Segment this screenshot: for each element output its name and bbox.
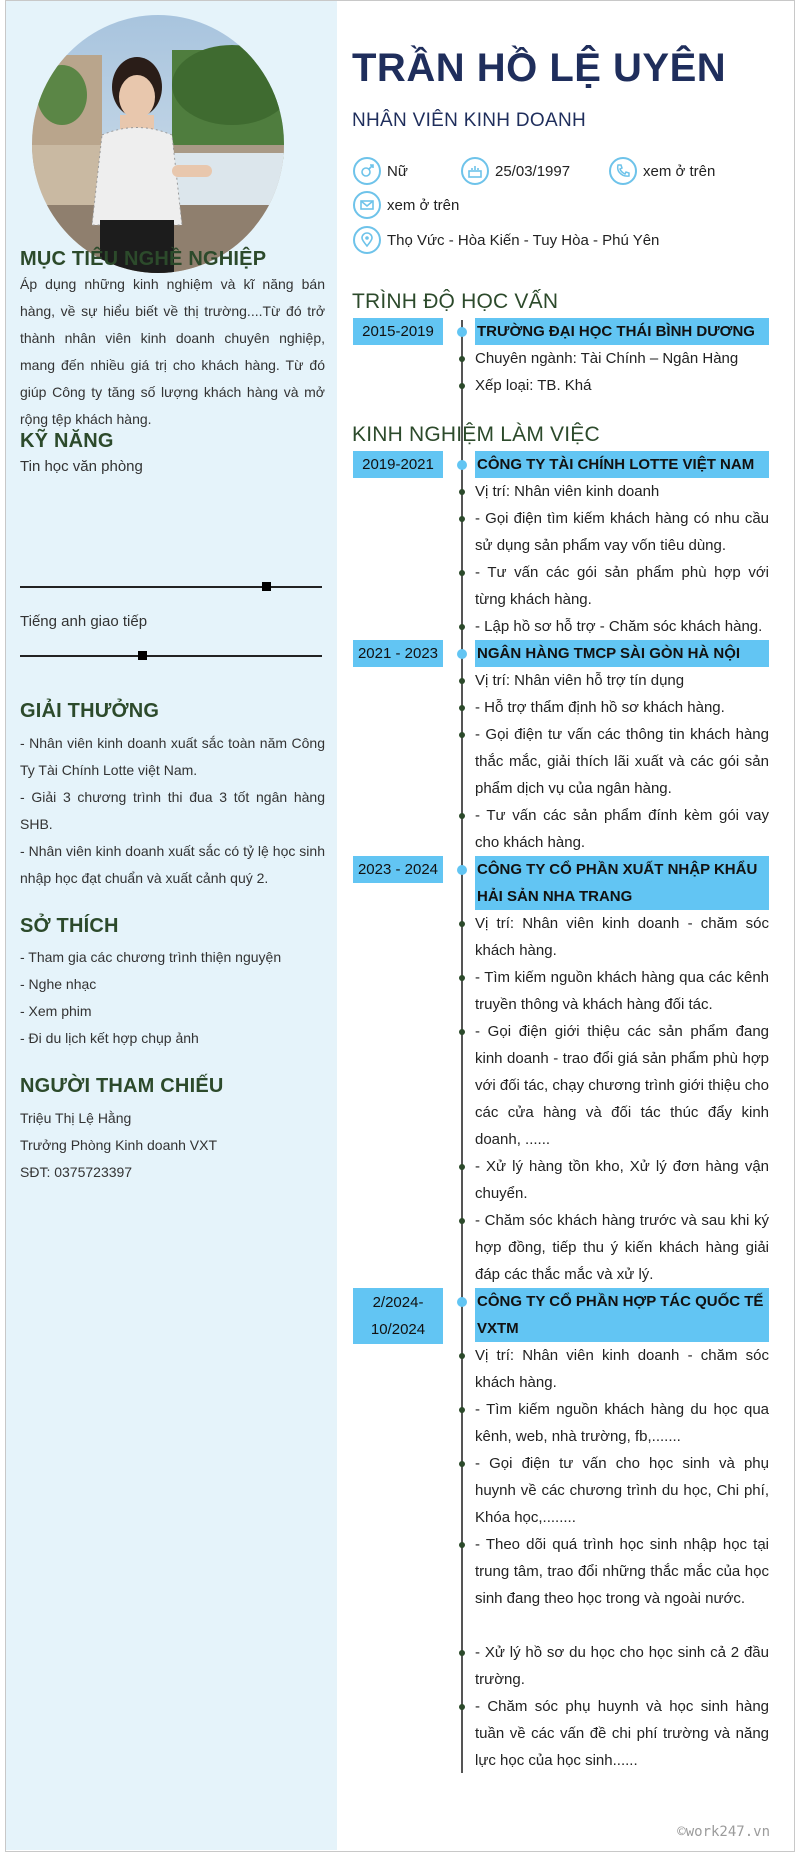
skill-bar-office [20, 586, 322, 588]
skill-level-office [262, 582, 271, 591]
cake-icon [461, 157, 489, 185]
reference-position: Trưởng Phòng Kinh doanh VXT [20, 1137, 218, 1153]
address-value: Thọ Vức - Hòa Kiến - Tuy Hòa - Phú Yên [387, 231, 660, 249]
reference-phone: SĐT: 0375723397 [20, 1164, 133, 1180]
awards-title: GIẢI THƯỞNG [20, 700, 160, 722]
experience-title: KINH NGHIỆM LÀM VIỆC [352, 423, 600, 446]
full-name: TRẦN HỒ LỆ UYÊN [352, 46, 727, 90]
skill-name-english: Tiếng anh giao tiếp [20, 613, 148, 630]
job-line: - Chăm sóc khách hàng trước và sau khi ký hợp đồng, tiếp thu ý kiến khách hàng giải đáp các thắc mắc và xử lý. [475, 1212, 769, 1283]
timeline-node [457, 865, 467, 875]
timeline-bullet [459, 1542, 465, 1548]
job-title: NHÂN VIÊN KINH DOANH [352, 110, 587, 131]
timeline-bullet [459, 813, 465, 819]
job-line: - Chăm sóc phụ huynh và học sinh hàng tuần về các vấn đề chi phí trường và năng lực học của học sinh...... [475, 1698, 769, 1769]
timeline-bullet [459, 624, 465, 630]
award-item: - Nhân viên kinh doanh xuất sắc toàn năm Công Ty Tài Chính Lotte việt Nam. [20, 735, 325, 778]
email-icon [353, 191, 381, 219]
job-company: CÔNG TY CỔ PHẦN HỢP TÁC QUỐC TẾ VXTM [475, 1288, 769, 1342]
job-line: - Xử lý hàng tồn kho, Xử lý đơn hàng vận chuyển. [475, 1158, 769, 1202]
job-line: - Lập hồ sơ hỗ trợ - Chăm sóc khách hàng. [475, 618, 763, 635]
job-date: 2023 - 2024 [353, 856, 443, 883]
reference-title: NGƯỜI THAM CHIẾU [20, 1075, 224, 1097]
timeline-bullet [459, 705, 465, 711]
award-item: - Giải 3 chương trình thi đua 3 tốt ngân hàng SHB. [20, 789, 325, 832]
job-line: - Gọi điện tư vấn các thông tin khách hàng thắc mắc, giải thích lãi xuất và các gói sản phẩm dịch vụ của ngân hàng. [475, 726, 769, 797]
email-value[interactable]: xem ở trên [387, 196, 460, 214]
job-line: - Tư vấn các gói sản phẩm phù hợp với từng khách hàng. [475, 564, 769, 608]
timeline-bullet [459, 1353, 465, 1359]
job-line: - Gọi điện giới thiệu các sản phẩm đang kinh doanh - trao đổi giá sản phẩm phù hợp với đối tác, chạy chương trình giới thiệu cho các cửa hàng và đối tác thúc đẩy kinh doanh, ...... [475, 1023, 769, 1148]
job-line: Vị trí: Nhân viên kinh doanh - chăm sóc khách hàng. [475, 1347, 769, 1391]
timeline-bullet [459, 921, 465, 927]
timeline-bullet [459, 1218, 465, 1224]
gender-value: Nữ [387, 162, 408, 180]
job-line: - Tư vấn các sản phẩm đính kèm gói vay cho khách hàng. [475, 807, 769, 851]
education-title: TRÌNH ĐỘ HỌC VẤN [352, 290, 559, 313]
phone-info [609, 157, 715, 185]
timeline-bullet [459, 489, 465, 495]
education-line: Chuyên ngành: Tài Chính – Ngân Hàng [475, 350, 739, 367]
skill-bar-english [20, 655, 322, 657]
job-date: 2021 - 2023 [353, 640, 443, 667]
avatar-photo [32, 15, 284, 273]
award-item: - Nhân viên kinh doanh xuất sắc có tỷ lệ học sinh nhập học đạt chuẩn và xuất cảnh quý 2. [20, 843, 325, 886]
job-company: CÔNG TY TÀI CHÍNH LOTTE VIỆT NAM [475, 451, 769, 478]
phone-icon [609, 157, 637, 185]
job-line: - Tìm kiếm nguồn khách hàng qua các kênh truyền thông và khách hàng đối tác. [475, 969, 769, 1013]
job-date: 2/2024- 10/2024 [353, 1288, 443, 1344]
timeline-node [457, 460, 467, 470]
reference-name: Triệu Thị Lệ Hằng [20, 1110, 132, 1126]
job-line: - Tìm kiếm nguồn khách hàng du học qua kênh, web, nhà trường, fb,....... [475, 1401, 769, 1445]
timeline-bullet [459, 1650, 465, 1656]
education-date: 2015-2019 [353, 318, 443, 345]
address-info [353, 226, 659, 254]
email-info [353, 191, 459, 219]
gender-info [353, 157, 408, 185]
birthday-info [461, 157, 570, 185]
skill-level-english [138, 651, 147, 660]
hobby-item: - Nghe nhạc [20, 976, 97, 992]
timeline-bullet [459, 1704, 465, 1710]
timeline-bullet [459, 356, 465, 362]
watermark: ©work247.vn [677, 1824, 770, 1840]
job-line: - Hỗ trợ thẩm định hồ sơ khách hàng. [475, 699, 725, 716]
timeline-line [461, 320, 463, 1773]
job-line: Vị trí: Nhân viên kinh doanh [475, 483, 660, 500]
timeline-bullet [459, 383, 465, 389]
timeline-bullet [459, 732, 465, 738]
timeline-bullet [459, 1461, 465, 1467]
job-line: - Xử lý hồ sơ du học cho học sinh cả 2 đầu trường. [475, 1644, 769, 1688]
timeline-bullet [459, 1407, 465, 1413]
timeline-bullet [459, 516, 465, 522]
timeline-bullet [459, 975, 465, 981]
timeline-bullet [459, 1029, 465, 1035]
hobby-item: - Đi du lịch kết hợp chụp ảnh [20, 1030, 199, 1046]
skill-name-office: Tin học văn phòng [20, 458, 143, 475]
hobbies-title: SỞ THÍCH [20, 915, 119, 937]
birthday-value: 25/03/1997 [495, 162, 571, 180]
timeline-node [457, 327, 467, 337]
objective-text: Áp dụng những kinh nghiệm và kĩ năng bán hàng, về sự hiểu biết về thị trường....Từ đó trở thành nhân viên kinh doanh chuyên nghiệp, mang đến nhiều giá trị cho khách hàng. Từ đó giúp Công ty tăng số lượng khách hàng và mở rộng tệp khách hàng. [20, 276, 325, 427]
education-school: TRƯỜNG ĐẠI HỌC THÁI BÌNH DƯƠNG [475, 318, 769, 345]
skills-title: KỸ NĂNG [20, 430, 114, 452]
job-line: - Theo dõi quá trình học sinh nhập học tại trung tâm, trao đổi những thắc mắc của học sinh đang theo học trong và ngoài nước. [475, 1536, 769, 1607]
objective-title: MỤC TIÊU NGHỀ NGHIỆP [20, 248, 267, 270]
education-line: Xếp loại: TB. Khá [475, 377, 592, 394]
phone-value[interactable]: xem ở trên [643, 162, 716, 180]
hobby-item: - Xem phim [20, 1003, 92, 1019]
job-line: Vị trí: Nhân viên hỗ trợ tín dụng [475, 672, 685, 689]
timeline-node [457, 649, 467, 659]
job-line: Vị trí: Nhân viên kinh doanh - chăm sóc khách hàng. [475, 915, 769, 959]
timeline-node [457, 1297, 467, 1307]
avatar [32, 15, 284, 273]
hobby-item: - Tham gia các chương trình thiện nguyện [20, 949, 282, 965]
job-company: NGÂN HÀNG TMCP SÀI GÒN HÀ NỘI [475, 640, 769, 667]
job-line: - Gọi điện tìm kiếm khách hàng có nhu cầu sử dụng sản phẩm vay vốn tiêu dùng. [475, 510, 769, 554]
timeline-bullet [459, 678, 465, 684]
location-icon [353, 226, 381, 254]
job-line: - Gọi điện tư vấn cho học sinh và phụ huynh về các chương trình du học, Chi phí, Khóa học,........ [475, 1455, 769, 1526]
job-date: 2019-2021 [353, 451, 443, 478]
timeline-bullet [459, 570, 465, 576]
gender-icon [353, 157, 381, 185]
job-company: CÔNG TY CỔ PHẦN XUẤT NHẬP KHẨU HẢI SẢN NHA TRANG [475, 856, 769, 910]
timeline-bullet [459, 1164, 465, 1170]
